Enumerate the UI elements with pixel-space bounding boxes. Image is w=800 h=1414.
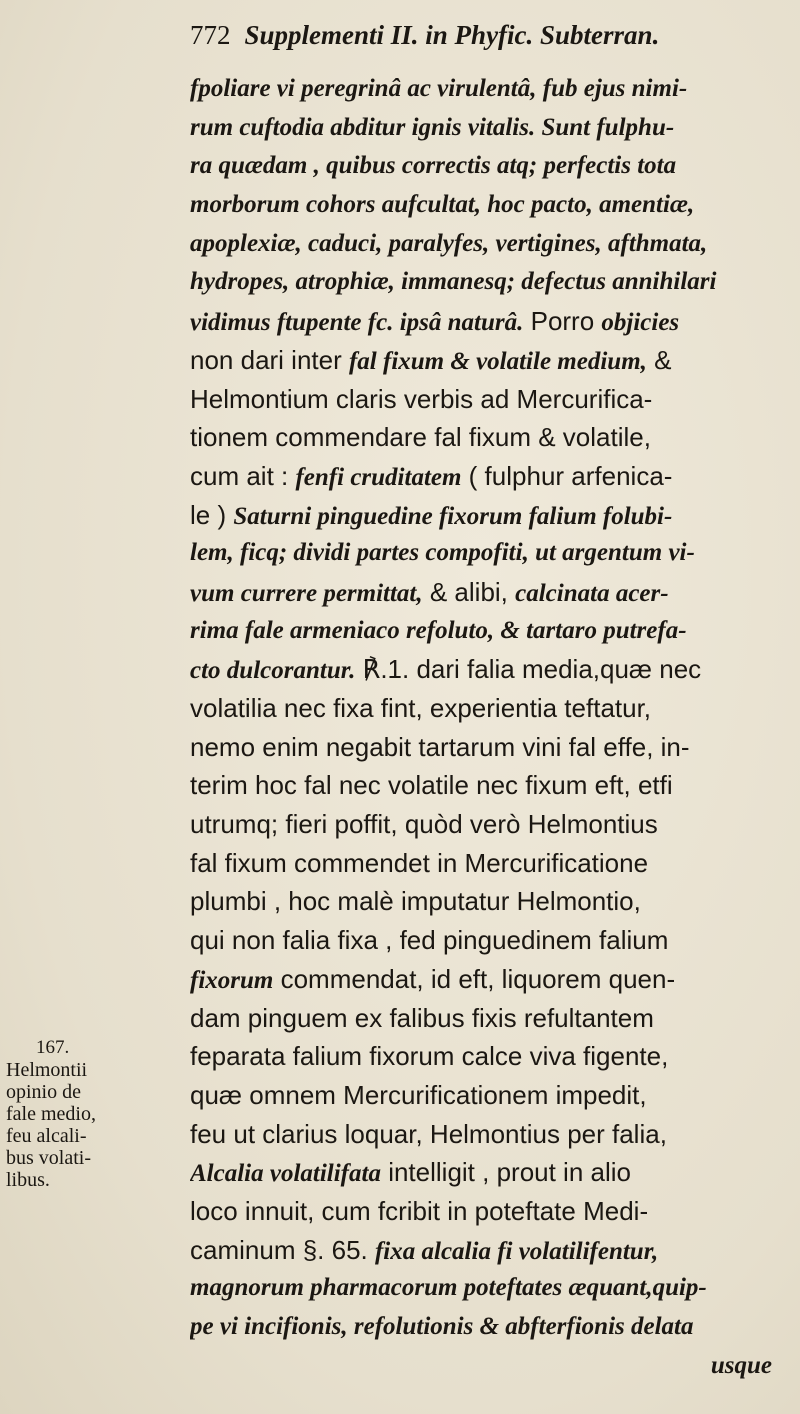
roman-run: Porro: [523, 306, 602, 337]
catchword: usque: [710, 1351, 772, 1379]
roman-run: ( fulphur arfenica-: [461, 460, 673, 491]
text-line: loco innuit, cum fcribit in poteftate Medi-: [190, 1195, 649, 1226]
text-line: feparata falium fixorum calce viva figente,: [190, 1041, 669, 1072]
margin-note-line: opinio de: [6, 1081, 81, 1103]
italic-run: objicies: [601, 309, 680, 337]
text-line: rum cuftodia abditur ignis vitalis. Sunt fulphu-: [190, 113, 675, 141]
text-line: apoplexiæ, caduci, paralyfes, vertigines, afthmata,: [190, 229, 708, 257]
text-line: terim hoc fal nec volatile nec fixum eft, etfi: [190, 770, 673, 801]
text-line: rima fale armeniaco refoluto, & tartaro putrefa-: [190, 616, 687, 644]
text-line: dam pinguem ex falibus fixis refultantem: [190, 1002, 654, 1033]
text-line: [190, 341, 790, 380]
italic-run: vum currere permittat,: [190, 579, 423, 607]
text-line: lem, ficq; dividi partes compofiti, ut argentum vi-: [190, 539, 695, 567]
running-title: Supplementi II. in Phyfic. Subterran.: [244, 20, 660, 50]
margin-note-line: Helmontii: [6, 1059, 88, 1081]
text-line: utrumq; fieri poffit, quòd verò Helmontius: [190, 809, 658, 840]
italic-run: fenfi cruditatem: [295, 463, 462, 491]
text-line: [190, 302, 790, 341]
roman-run: ℟.1. dari falia media,quæ nec: [355, 654, 702, 685]
roman-run: &: [646, 344, 672, 375]
page-header: [190, 20, 790, 51]
margin-note-line: feu alcali-: [6, 1125, 87, 1147]
text-line: hydropes, atrophiæ, immanesq; defectus annihilari: [190, 268, 717, 296]
body-text: [190, 70, 790, 1385]
text-line: [190, 960, 790, 999]
text-line: tionem commendare fal fixum & volatile,: [190, 422, 651, 453]
text-line: Helmontium claris verbis ad Mercurifica-: [190, 383, 653, 414]
italic-run: fal fixum & volatile medium,: [348, 347, 647, 375]
italic-run: cto dulcorantur.: [190, 657, 356, 685]
text-line: [190, 573, 790, 612]
text-line: morborum cohors aufcultat, hoc pacto, amentiæ,: [190, 191, 695, 219]
text-line: feu ut clarius loquar, Helmontius per falia,: [190, 1118, 667, 1149]
text-line: volatilia nec fixa fint, experientia teftatur,: [190, 693, 652, 723]
roman-run: cum ait :: [190, 460, 296, 491]
margin-note-number: 167.: [36, 1037, 70, 1058]
text-line: ra quædam , quibus correctis atq; perfectis tota: [190, 152, 677, 180]
page-number: 772: [190, 20, 231, 50]
italic-run: Saturni pinguedine fixorum falium folubi-: [233, 502, 673, 530]
italic-run: fixa alcalia fi volatilifentur,: [374, 1237, 659, 1265]
roman-run: commendat, id eft, liquorem quen-: [273, 963, 676, 994]
roman-run: intelligit , prout in alio: [380, 1157, 631, 1188]
roman-run: le ): [190, 499, 234, 530]
margin-note-line: bus volati-: [6, 1147, 91, 1169]
text-line: pe vi incifionis, refolutionis & abfterfionis delata: [190, 1313, 694, 1340]
text-line: [190, 457, 790, 496]
text-line: nemo enim negabit tartarum vini fal effe, in-: [190, 731, 690, 762]
text-line: fal fixum commendet in Mercurificatione: [190, 847, 649, 878]
text-line: plumbi , hoc malè imputatur Helmontio,: [190, 886, 641, 917]
text-line: magnorum pharmacorum poteftates æquant,quip-: [190, 1274, 707, 1302]
text-line: [190, 1231, 790, 1270]
text-line: [190, 496, 790, 535]
italic-run: vidimus ftupente fc. ipsâ naturâ.: [190, 309, 524, 337]
roman-run: non dari inter: [190, 344, 349, 375]
text-line: fpoliare vi peregrinâ ac virulentâ, fub ejus nimi-: [190, 75, 688, 102]
text-line: quæ omnem Mercurificationem impedit,: [190, 1079, 647, 1110]
text-line: [190, 1153, 790, 1192]
italic-run: fixorum: [190, 966, 274, 994]
margin-note-line: fale medio,: [6, 1103, 96, 1125]
margin-note-line: libus.: [6, 1169, 50, 1191]
text-line: qui non falia fixa , fed pinguedinem falium: [190, 925, 669, 956]
roman-run: & alibi,: [422, 576, 516, 607]
roman-run: caminum §. 65.: [190, 1234, 375, 1265]
italic-run: Alcalia volatilifata: [190, 1160, 381, 1188]
italic-run: calcinata acer-: [515, 579, 669, 607]
margin-note: [6, 1037, 98, 1191]
text-line: [190, 650, 790, 689]
